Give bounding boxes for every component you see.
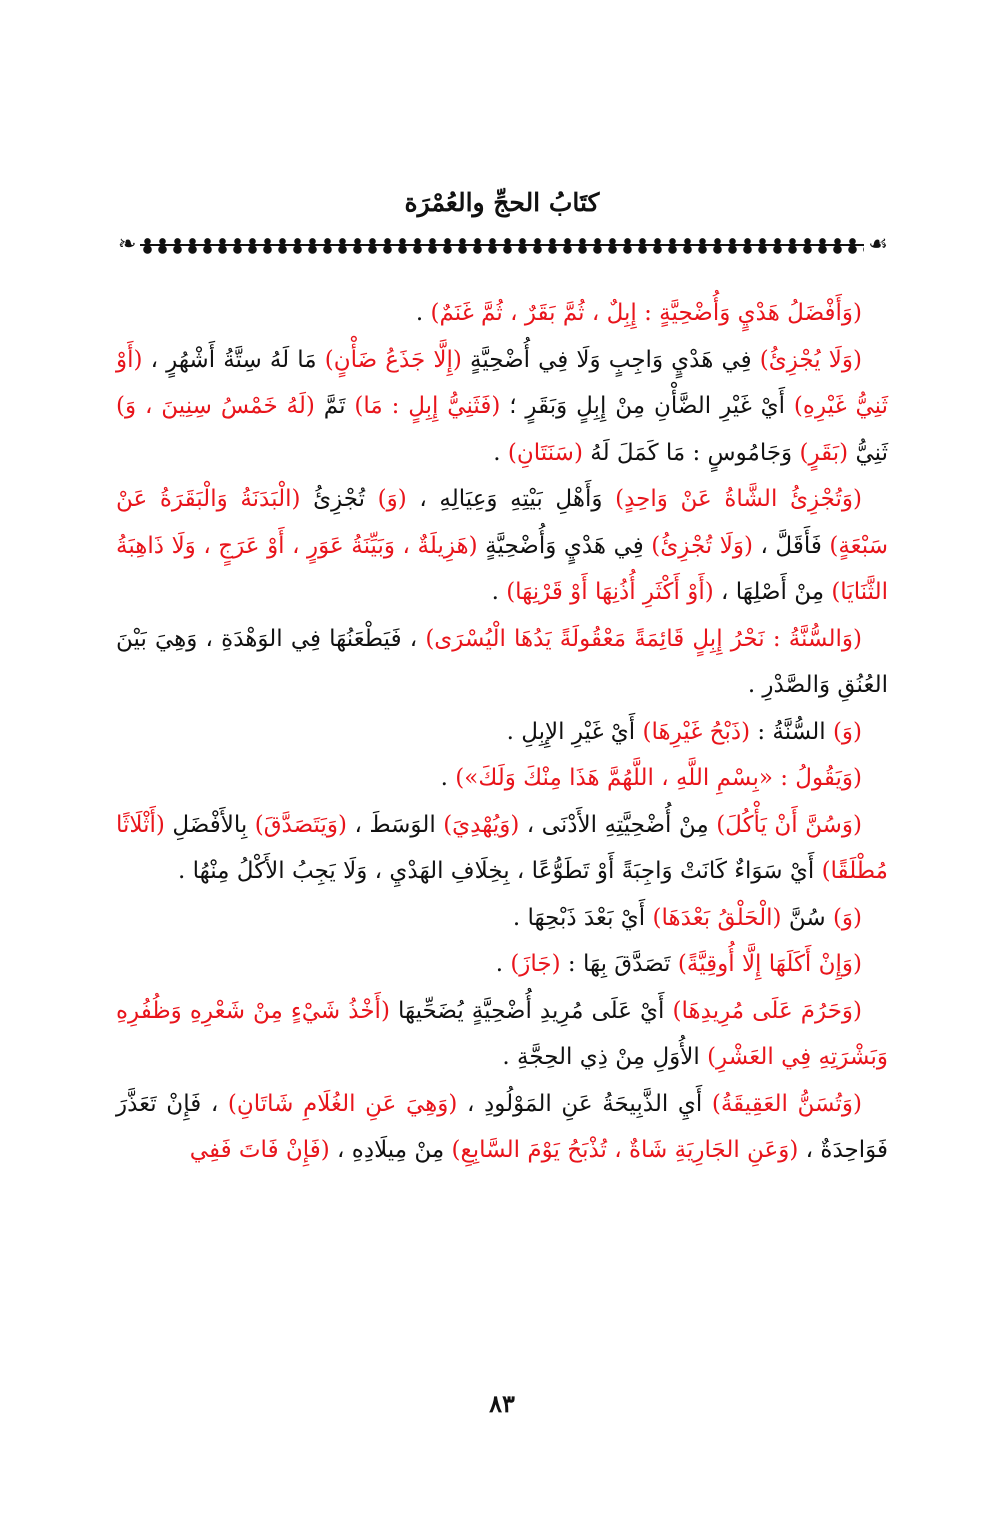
paragraph xyxy=(116,337,888,477)
matn-text-segment: (وَتُسَنُّ العَقِيقَةُ) xyxy=(711,1090,862,1117)
sharh-text-segment: . xyxy=(495,951,511,977)
sharh-text-segment: مِنْ أُضْحِيَّتِهِ الأَدْنَى ، xyxy=(519,811,717,838)
sharh-text-segment: الأُوَلِ مِنْ ذِي الحِجَّةِ . xyxy=(502,1044,708,1070)
paragraph xyxy=(116,895,888,942)
matn-text-segment: (جَازَ) xyxy=(510,951,561,977)
sharh-text-segment: أَيْ غَيْرِ الإِبِلِ . xyxy=(506,718,643,745)
matn-text-segment: (فَثَنِيُّ إِبِلٍ : مَا) xyxy=(354,393,501,419)
running-header-title: كتَابُ الحجِّ والعُمْرَة xyxy=(404,188,600,217)
paragraph xyxy=(116,290,888,337)
sharh-text-segment: فِي هَدْيٍ وَاجِبٍ وَلَا فِي أُضْحِيَّةٍ xyxy=(461,346,760,373)
sharh-text-segment: أَيْ سَوَاءٌ كَانَتْ وَاجِبَةً أَوْ تَطَوُّعًا ، بِخِلَافِ الهَدْيِ ، وَلَا يَجِبُ الأَكْلُ مِنْهُا . xyxy=(178,858,822,884)
matn-text-segment: (وَحَرُمَ عَلَى مُرِيدِهَا) xyxy=(672,997,862,1024)
matn-text-segment: (الْحَلْقُ بَعْدَهَا) xyxy=(652,904,782,931)
paragraph xyxy=(116,802,888,895)
matn-text-segment: (وَعَنِ الجَارِيَةِ شَاةٌ ، تُذْبَحُ يَوْمَ السَّابِعِ) xyxy=(451,1137,799,1163)
matn-text-segment: (وَسُنَّ أَنْ يَأْكُلَ) xyxy=(716,811,863,838)
matn-text-segment: (فَإِنْ فَاتَ فَفِي xyxy=(189,1137,330,1163)
sharh-text-segment: . xyxy=(440,765,456,791)
matn-text-segment: (أَوْ أَكْثَرِ أُذُنِهَا أَوْ قَرْنِهَا) xyxy=(506,579,714,605)
sharh-text-segment: بِالأَفْضَلِ xyxy=(164,811,255,838)
sharh-text-segment: ، فَيَطْعَنُهَا فِي الوَهْدَةِ ، وَهِيَ بَيْنَ العُنُقِ وَالصَّدْرِ . xyxy=(116,625,888,698)
matn-text-segment: (أَوْ ثَنِيُّ غَيْرِهِ) xyxy=(116,346,889,419)
matn-text-segment: (وَلَا يُجْزِئُ) xyxy=(759,346,862,373)
paragraph xyxy=(116,988,888,1081)
page-body-text xyxy=(116,290,888,1174)
paragraph xyxy=(116,1081,888,1174)
sharh-text-segment: تَمَّ xyxy=(314,393,355,419)
sharh-text-segment: وَجَامُوسٍ : مَا كَمَلَ لَهُ xyxy=(582,439,800,466)
matn-text-segment: (لَهُ خَمْسُ سِنِينَ ، وَ) xyxy=(116,393,315,419)
matn-text-segment: (وَأَفْضَلُ هَدْيٍ وَأُضْحِيَّةٍ : إِبِلٌ ، ثُمَّ بَقَرٌ ، ثُمَّ غَنَمٌ) xyxy=(430,300,862,326)
matn-text-segment: (وَإِنْ أَكَلَهَا إِلَّا أُوقِيَّةً) xyxy=(677,951,862,977)
matn-text-segment: (وَيَقُولُ : «بِسْمِ اللَّهِ ، اللَّهُمَّ هَذَا مِنْكَ وَلَكَ») xyxy=(455,765,862,791)
matn-text-segment: (ذَبْحُ غَيْرِهَا) xyxy=(642,718,751,745)
sharh-text-segment: تُجْزِئُ xyxy=(300,486,378,512)
matn-text-segment: (هَزِيلَةٌ ، وَبَيِّنَةُ عَوَرٍ ، أَوْ عَرَجٍ ، وَلَا ذَاهِبَةُ الثَّنَايَا) xyxy=(116,532,888,605)
paragraph xyxy=(116,755,888,802)
sharh-text-segment: سُنَّ xyxy=(781,904,833,931)
sharh-text-segment: مَا لَهُ سِتَّةُ أَشْهُرٍ ، xyxy=(142,346,325,373)
matn-text-segment: (أَخْذُ شَيْءٍ مِنْ شَعْرِهِ وَظُفُرِهِ وَبَشْرَتِهِ فِي العَشْرِ) xyxy=(116,997,888,1070)
matn-text-segment: (وَهِيَ عَنِ الغُلَامِ شَاتَانِ) xyxy=(227,1090,458,1117)
sharh-text-segment: ، فَإِنْ تَعَذَّرَ فَوَاحِدَةٌ ، xyxy=(116,1090,888,1163)
matn-text-segment: (وَتُجْزِئُ الشَّاةُ عَنْ وَاحِدٍ) xyxy=(615,486,862,512)
sharh-text-segment: فِي هَدْيٍ وَأُضْحِيَّةٍ xyxy=(477,532,652,559)
paragraph xyxy=(116,709,888,756)
matn-text-segment: (أَثْلَاثًا مُطْلَقًا) xyxy=(116,811,888,884)
sharh-text-segment: مِنْ مِيلَادِهِ ، xyxy=(329,1137,452,1163)
matn-text-segment: (وَيَتَصَدَّقَ) xyxy=(254,811,347,838)
sharh-text-segment: أَيْ عَلَى مُرِيدِ أُضْحِيَّةٍ يُضَحِّيهَا xyxy=(389,997,673,1024)
matn-text-segment: (وَ) xyxy=(832,904,862,931)
sharh-text-segment: السُّنَّةُ : xyxy=(750,718,833,745)
sharh-text-segment: . xyxy=(491,579,507,605)
matn-text-segment: (سَنَتَانِ) xyxy=(507,439,583,466)
ornament-end-left-icon: ❧ xyxy=(118,232,137,257)
matn-text-segment: (إِلَّا جَذَعُ ضَأْنٍ) xyxy=(324,346,462,373)
sharh-text-segment: مِنْ أَصْلِهَا ، xyxy=(713,579,832,605)
sharh-text-segment: ثَنِيُّ xyxy=(848,439,888,466)
ornament-end-right-icon: ☙ xyxy=(868,232,888,257)
sharh-text-segment: . xyxy=(415,300,431,326)
matn-text-segment: (وَ) xyxy=(832,718,862,745)
page-number: ٨٣ xyxy=(489,1389,515,1418)
sharh-text-segment: وَأَهْلِ بَيْتِهِ وَعِيَالِهِ ، xyxy=(406,486,616,512)
paragraph xyxy=(116,476,888,616)
sharh-text-segment: أَيْ غَيْرِ الضَّأْنِ مِنْ إِبِلٍ وَبَقَرٍ ؛ xyxy=(500,393,794,419)
matn-text-segment: (وَ) xyxy=(377,486,407,512)
matn-text-segment: (وَيُهْدِيَ) xyxy=(443,811,520,838)
ornament-band xyxy=(140,236,864,254)
sharh-text-segment: الوَسَطَ ، xyxy=(346,811,444,838)
sharh-text-segment: فَأَقَلَّ ، xyxy=(752,532,830,559)
sharh-text-segment: أَيِ الذَّبِيحَةُ عَنِ المَوْلُودِ ، xyxy=(457,1090,712,1117)
matn-text-segment: (الْبَدَنَةُ وَالْبَقَرَةُ عَنْ سَبْعَةٍ) xyxy=(116,486,888,559)
header-ornament-divider xyxy=(118,232,888,258)
paragraph xyxy=(116,941,888,988)
matn-text-segment: (بَقَرٍ) xyxy=(799,439,849,466)
sharh-text-segment: تَصَدَّقَ بِهَا : xyxy=(560,951,678,977)
matn-text-segment: (وَالسُّنَّةُ : نَحْرُ إِبِلٍ قَائِمَةً مَعْقُولَةً يَدُهَا الْيُسْرَى) xyxy=(425,625,862,652)
paragraph xyxy=(116,616,888,709)
sharh-text-segment: أَيْ بَعْدَ ذَبْحِهَا . xyxy=(512,904,653,931)
sharh-text-segment: . xyxy=(493,439,508,466)
matn-text-segment: (وَلَا تُجْزِئُ) xyxy=(651,532,753,559)
